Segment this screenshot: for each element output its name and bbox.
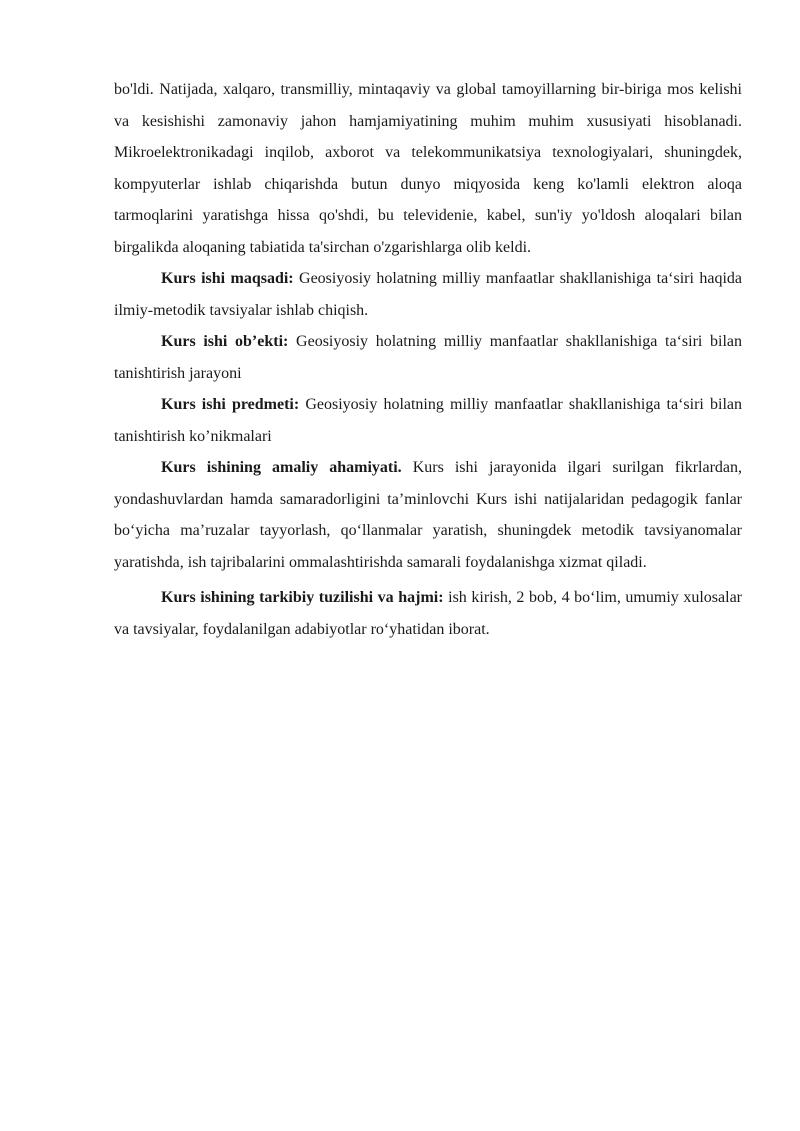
section-goal bbox=[114, 263, 742, 326]
section-object-heading: Kurs ishi ob’ekti: bbox=[161, 333, 289, 350]
section-object-text: Geosiyosiy holatning milliy manfaatlar shakllanishiga ta‘siri bilan tanishtirish jarayoni bbox=[114, 333, 743, 382]
section-structure-heading: Kurs ishining tarkibiy tuzilishi va hajmi: bbox=[161, 589, 444, 606]
section-subject-heading: Kurs ishi predmeti: bbox=[161, 396, 300, 413]
section-practical-value bbox=[114, 452, 742, 578]
section-practical-value-heading: Kurs ishining amaliy ahamiyati. bbox=[161, 459, 402, 476]
section-practical-value-text: Kurs ishi jarayonida ilgari surilgan fikrlardan, yondashuvlardan hamda samaradorligini ta’minlovchi Kurs ishi natijalaridan pedagogik fanlar bo‘yicha ma’ruzalar tayyorlash, qo‘llanmalar yaratish, shuningdek metodik tavsiyanomalar yaratishda, ish tajribalarini ommalashtirishda samarali foydalanishga xizmat qiladi. bbox=[114, 459, 743, 571]
section-subject-text: Geosiyosiy holatning milliy manfaatlar shakllanishiga ta‘siri bilan tanishtirish ko’nikmalari bbox=[114, 396, 742, 445]
section-structure-text: ish kirish, 2 bob, 4 bo‘lim, umumiy xulosalar va tavsiyalar, foydalanilgan adabiyotlar ro‘yhatidan iborat. bbox=[114, 589, 743, 638]
section-object bbox=[114, 326, 742, 389]
section-structure bbox=[114, 582, 742, 645]
intro-paragraph: bo'ldi. Natijada, xalqaro, transmilliy, mintaqaviy va global tamoyillarning bir-biriga mos kelishi va kesishishi zamonaviy jahon hamjamiyatining muhim muhim xususiyati hisoblanadi. Mikroelektronikadagi inqilob, axborot va telekommunikatsiya texnologiyalari, shuningdek, kompyuterlar ishlab chiqarishda butun dunyo miqyosida keng ko'lamli elektron aloqa tarmoqlarini yaratishga hissa qo'shdi, bu televidenie, kabel, sun'iy yo'ldosh aloqalari bilan birgalikda aloqaning tabiatida ta'sirchan o'zgarishlarga olib keldi. bbox=[114, 81, 742, 256]
section-goal-text: Geosiyosiy holatning milliy manfaatlar shakllanishiga ta‘siri haqida ilmiy-metodik tavsiyalar ishlab chiqish. bbox=[114, 270, 743, 319]
section-subject bbox=[114, 389, 742, 452]
section-goal-heading: Kurs ishi maqsadi: bbox=[161, 270, 294, 287]
document-page bbox=[114, 74, 742, 645]
